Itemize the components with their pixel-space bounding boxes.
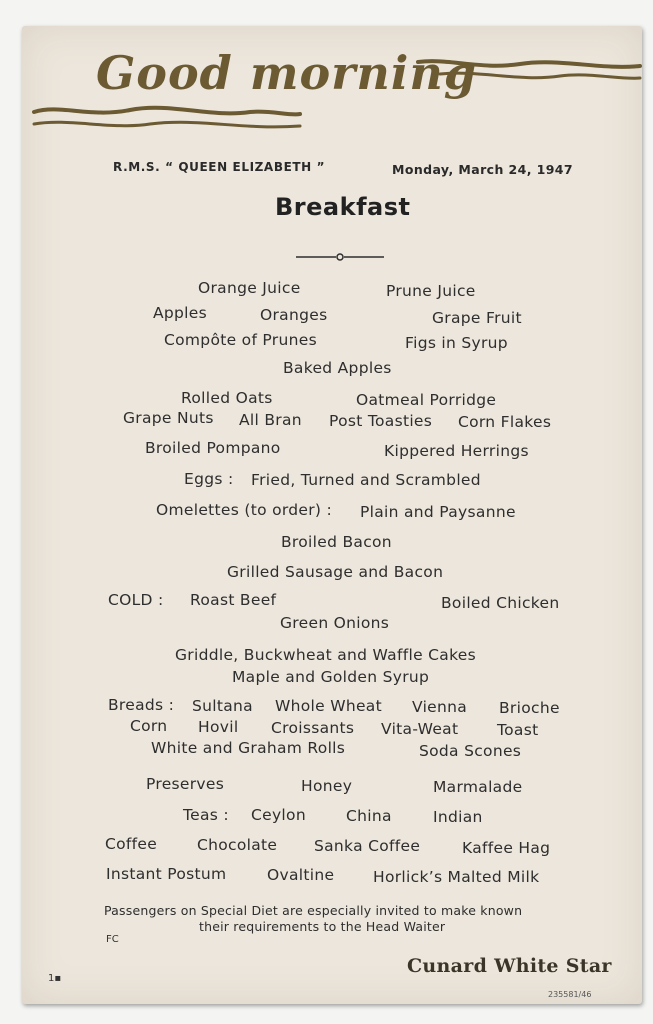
menu-item: Broiled Bacon — [281, 533, 392, 551]
menu-item: Vienna — [412, 698, 468, 716]
menu-item: Ovaltine — [267, 866, 335, 884]
menu-item: All Bran — [239, 411, 302, 429]
menu-item: Chocolate — [197, 836, 278, 854]
menu-section-label: Breads : — [108, 696, 175, 714]
special-diet-note-line2: their requirements to the Head Waiter — [199, 919, 446, 934]
menu-section-label: Teas : — [183, 806, 229, 824]
print-code: 235581/46 — [548, 990, 592, 999]
menu-item: Grape Nuts — [123, 409, 214, 427]
menu-item: Grape Fruit — [432, 309, 522, 327]
menu-item: Brioche — [499, 699, 560, 717]
menu-item: Sanka Coffee — [314, 837, 421, 855]
menu-section-label: COLD : — [108, 591, 164, 609]
menu-item: Post Toasties — [329, 412, 433, 430]
menu-item: Green Onions — [280, 614, 390, 632]
ship-name: R.M.S. “ QUEEN ELIZABETH ” — [113, 160, 326, 174]
menu-item: Coffee — [105, 835, 158, 853]
menu-item: Maple and Golden Syrup — [232, 668, 430, 686]
menu-item: Soda Scones — [419, 742, 522, 760]
menu-item: Rolled Oats — [181, 389, 273, 407]
menu-item: Whole Wheat — [275, 697, 382, 715]
menu-item: Preserves — [146, 775, 225, 793]
menu-item: Baked Apples — [283, 359, 392, 377]
menu-item: Eggs : — [184, 470, 234, 488]
cunard-white-star-logo: Cunard White Star — [407, 955, 612, 977]
menu-item: China — [346, 807, 392, 825]
menu-item: Ceylon — [251, 806, 306, 824]
menu-item: Kippered Herrings — [384, 442, 529, 460]
printer-initials: FC — [106, 934, 119, 945]
menu-item: Prune Juice — [386, 282, 476, 300]
menu-item: Corn — [130, 717, 168, 735]
menu-item: Toast — [497, 721, 539, 739]
menu-item: Roast Beef — [190, 591, 277, 609]
menu-item: Boiled Chicken — [441, 594, 560, 612]
menu-item: Broiled Pompano — [145, 439, 281, 457]
menu-item: Honey — [301, 777, 353, 795]
print-mark: 1▪ — [48, 973, 62, 984]
menu-item: Corn Flakes — [458, 413, 552, 431]
divider-ornament — [296, 251, 386, 263]
menu-item: White and Graham Rolls — [151, 739, 346, 757]
menu-item: Plain and Paysanne — [360, 503, 516, 521]
menu-item: Grilled Sausage and Bacon — [227, 563, 444, 581]
menu-item: Figs in Syrup — [405, 334, 508, 352]
special-diet-note-line1: Passengers on Special Diet are especially invited to make known — [104, 903, 523, 918]
page-title: Breakfast — [275, 193, 411, 221]
menu-item: Oatmeal Porridge — [356, 391, 497, 409]
menu-item: Instant Postum — [106, 865, 227, 883]
menu-item: Marmalade — [433, 778, 523, 796]
menu-item: Sultana — [192, 697, 253, 715]
menu-item: Croissants — [271, 719, 355, 737]
menu-item: Fried, Turned and Scrambled — [251, 471, 481, 489]
menu-item: Compôte of Prunes — [164, 331, 317, 349]
menu-item: Vita-Weat — [381, 720, 459, 738]
menu-item: Omelettes (to order) : — [156, 501, 333, 519]
greeting-heading: Good morning — [96, 46, 477, 100]
menu-item: Griddle, Buckwheat and Waffle Cakes — [175, 646, 477, 664]
menu-item: Horlick’s Malted Milk — [373, 868, 540, 886]
menu-date: Monday, March 24, 1947 — [392, 162, 573, 177]
menu-item: Apples — [153, 304, 207, 322]
menu-item: Hovil — [198, 718, 239, 736]
menu-item: Oranges — [260, 306, 328, 324]
menu-item: Kaffee Hag — [462, 839, 551, 857]
menu-item: Orange Juice — [198, 279, 301, 297]
menu-item: Indian — [433, 808, 483, 826]
